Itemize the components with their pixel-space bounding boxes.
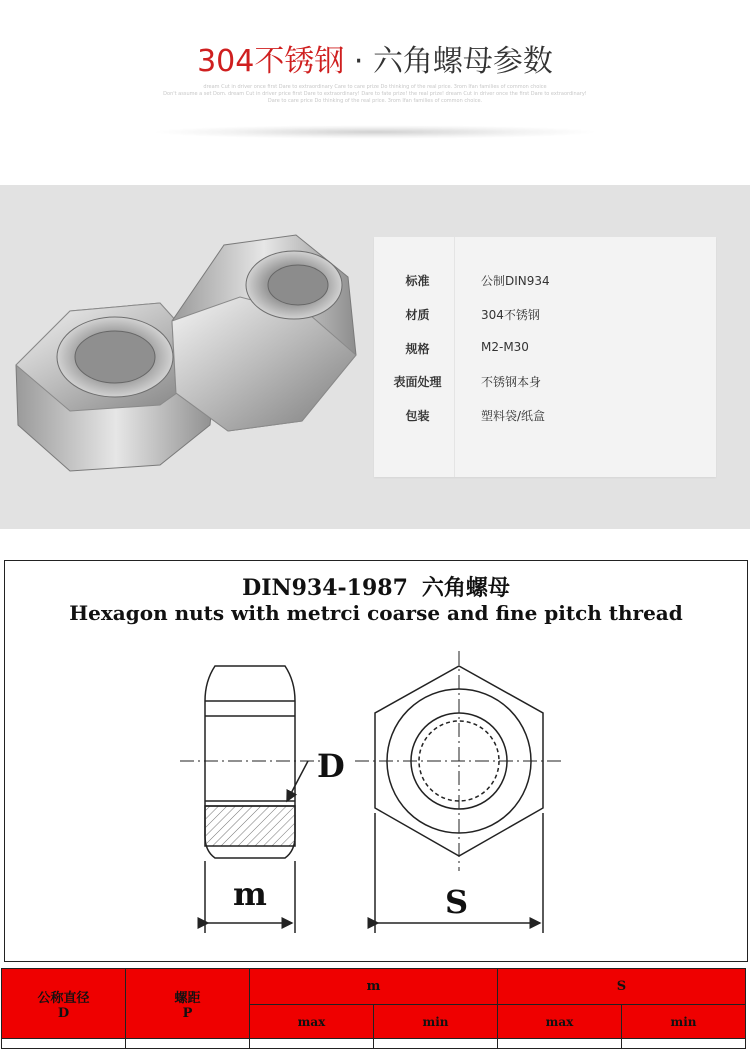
table-cell [622,1039,746,1049]
spec-value: 公制DIN934 [481,274,550,288]
drawing-standard: DIN934-1987 [242,575,408,601]
title-black-part: 六角螺母参数 [372,44,553,79]
header-shadow-divider [150,125,600,139]
dimension-label-m: m [233,875,267,913]
spec-row [374,373,716,393]
spec-value: 304不锈钢 [481,308,540,322]
header-nominal-diameter [2,969,126,1039]
decorative-subtext-line-1: dream Cut in driver once first Dare to extraordinary Care to care prize Do thinking of the real price. 3rom Ifan families of common choice [203,84,547,90]
header-pitch-label: 螺距 [174,990,201,1006]
spec-row [374,306,716,326]
spec-value: M2-M30 [481,340,529,354]
header-m-max: max [250,1005,374,1039]
spec-row [374,407,716,427]
header-pitch-symbol: P [182,1005,193,1021]
title-red-part: 304不锈钢 [197,44,345,79]
hex-nuts-photo [10,225,370,485]
product-band [0,185,750,529]
decorative-subtext-line-2: Don't assume a set Dom. dream Cut in driver price first Dare to extraordinary! Dare to fate prize! the real prize! dream Cut in driver once the first Dare to extraordinary! [163,91,587,97]
title-dot: · [344,44,373,79]
page-header [0,0,750,185]
spec-key: 标准 [405,274,430,288]
decorative-subtext-line-3: Dare to care price Do thinking of the real price. 3rom Ifan families of common choice. [267,98,483,104]
spec-key: 规格 [405,342,430,356]
spec-value: 塑料袋/纸盒 [481,409,546,423]
drawing-title-cn: 六角螺母 [421,575,510,601]
spec-value: 不锈钢本身 [481,375,542,389]
header-s-max: max [498,1005,622,1039]
spec-row [374,340,716,360]
table-cell [498,1039,622,1049]
header-m-min: min [374,1005,498,1039]
header-nominal-label: 公称直径 [37,990,90,1006]
drawing-subtitle: Hexagon nuts with metrci coarse and fine pitch thread [69,601,683,625]
spec-key: 材质 [405,308,430,322]
side-view-hatched-section [205,806,295,846]
spec-row [374,272,716,292]
nut-schematic [5,561,747,961]
header-s: S [498,969,746,1005]
spec-key: 包装 [405,409,430,423]
dimension-table [1,968,746,1049]
technical-drawing [4,560,748,962]
dimension-label-s: S [445,883,469,921]
table-cell [374,1039,498,1049]
table-cell [126,1039,250,1049]
spec-key: 表面处理 [393,375,442,389]
page-title [0,36,750,80]
table-cell [250,1039,374,1049]
header-nominal-symbol: D [57,1005,70,1021]
dimension-label-d: D [317,747,345,785]
header-s-min: min [622,1005,746,1039]
spec-card [374,237,716,477]
header-m: m [250,969,498,1005]
table-cell [2,1039,126,1049]
header-pitch [126,969,250,1039]
